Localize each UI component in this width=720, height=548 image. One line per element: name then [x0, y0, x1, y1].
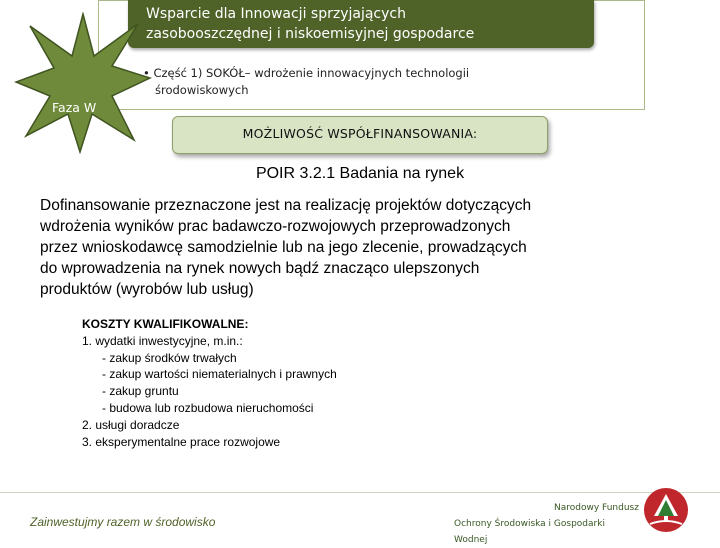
cost-sub-item: - budowa lub rozbudowa nieruchomości — [102, 400, 314, 415]
footer-divider — [0, 492, 720, 493]
cost-sub-item: - zakup gruntu — [102, 384, 179, 399]
program-description: Dofinansowanie przeznaczone jest na realizację projektów dotyczących wdrożenia wyników prac badawczo-rozwojowych przeprowadzonych przez wnioskodawcę samodzielnie lub na jego zlecenie, prowadzących do wprowadzenia na rynek nowych bądź znacząco ulepszonych produktów (wyrobów lub usług) — [40, 197, 532, 298]
cost-sub-item: - zakup środków trwałych — [102, 350, 237, 365]
header-title-line1: Wsparcie dla Innowacji sprzyjających — [146, 6, 406, 22]
header-title-line2: zasobooszczędnej i niskoemisyjnej gospodarce — [146, 26, 475, 42]
footer-slogan: Zainwestujmy razem w środowisko — [30, 515, 216, 529]
header-title — [146, 4, 586, 44]
phase-label: Faza W — [52, 100, 97, 115]
program-title: POIR 3.2.1 Badania na rynek — [255, 165, 465, 182]
header-bullet-line1: • Część 1) SOKÓŁ– wdrożenie innowacyjnych technologii — [143, 66, 470, 80]
header-bullet-line2: środowiskowych — [155, 83, 249, 97]
eligible-costs-heading: KOSZTY KWALIFIKOWALNE: — [82, 317, 249, 331]
eligible-costs-list — [82, 316, 482, 450]
fund-name — [454, 500, 639, 548]
funding-label: MOŻLIWOŚĆ WSPÓŁFINANSOWANIA: — [242, 126, 478, 141]
header-bullet — [143, 65, 563, 99]
cost-item-2: 2. usługi doradcze — [82, 417, 180, 432]
fund-name-line1: Narodowy Fundusz — [554, 503, 639, 513]
cost-item-3: 3. eksperymentalne prace rozwojowe — [82, 434, 281, 449]
fund-name-line2: Ochrony Środowiska i Gospodarki Wodnej — [454, 519, 605, 545]
cost-sub-item: - zakup wartości niematerialnych i prawnych — [102, 367, 337, 382]
nfosigw-logo-icon — [642, 486, 690, 534]
cost-item-1: 1. wydatki inwestycyjne, m.in.: — [82, 333, 243, 348]
phase-star-shape — [14, 12, 152, 154]
